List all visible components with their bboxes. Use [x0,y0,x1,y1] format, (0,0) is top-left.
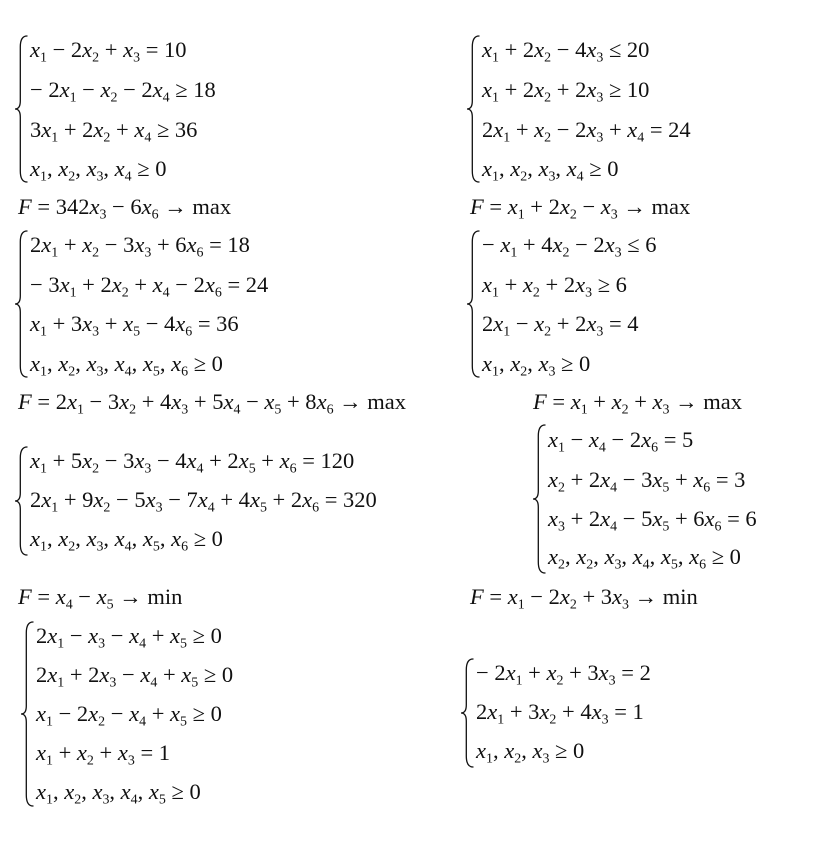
system-brace [14,35,28,183]
equation-line: $x_3 + 2x_4 - 5x_5 + 6x_6 = 6$ [548,506,757,535]
system-brace [14,230,28,378]
equation-line: $x_2$, $x_2$, $x_3$, $x_4$, $x_5$, $x_6 \ge 0$ [548,544,741,573]
system-brace [20,621,34,807]
system-brace [466,35,480,183]
system-brace [460,658,474,768]
system-brace [14,446,28,556]
equation-line: $2x_1 + 3x_2 + 4x_3 = 1$ [476,699,644,728]
objective-function: $F = x_4 - x_5 \to \min$ [18,584,183,613]
equation-line: $x_1$, $x_2$, $x_3$, $x_4$, $x_5 \ge 0$ [36,779,201,808]
equation-line: $x_2 + 2x_4 - 3x_5 + x_6 = 3$ [548,467,746,496]
equation-line: $2x_1 + x_2 - 3x_3 + 6x_6 = 18$ [30,232,250,261]
brace-path [461,659,473,767]
equation-line: $x_1$, $x_2$, $x_3$, $x_4 \ge 0$ [30,156,167,185]
equation-line: − $2x_1 + x_2 + 3x_3 = 2$ [476,660,651,689]
equation-line: $x_1$, $x_2$, $x_3 \ge 0$ [482,351,591,380]
brace-path [467,231,479,377]
equation-line: $x_1 - x_4 - 2x_6 = 5$ [548,427,694,456]
objective-function: $F = x_1 - 2x_2 + 3x_3 \to \min$ [470,584,698,613]
equation-line: $x_1$, $x_2$, $x_3$, $x_4 \ge 0$ [482,156,619,185]
system-brace [532,424,546,574]
brace-path [533,425,545,573]
equation-line: $x_1$, $x_2$, $x_3$, $x_4$, $x_5$, $x_6 \ge 0$ [30,351,223,380]
objective-function: $F = x_1 + 2x_2 - x_3 \to \max$ [470,194,691,223]
objective-function: $F = 2x_1 - 3x_2 + 4x_3 + 5x_4 - x_5 + 8x_6 \to \max$ [18,389,407,418]
equation-line: $x_1 - 2x_2 + x_3 = 10$ [30,37,187,66]
equation-line: $2x_1 + 9x_2 - 5x_3 - 7x_4 + 4x_5 + 2x_6 = 320$ [30,487,377,516]
brace-path [15,231,27,377]
equation-line: $x_1 + 5x_2 - 3x_3 - 4x_4 + 2x_5 + x_6 = 120$ [30,448,355,477]
equation-line: $3x_1 + 2x_2 + x_4 \ge 36$ [30,117,198,146]
equation-line: $x_1 + 3x_3 + x_5 - 4x_6 = 36$ [30,311,239,340]
equation-line: $x_1 + 2x_2 - 4x_3 \le 20$ [482,37,650,66]
equation-line: $x_1 + x_2 + 2x_3 \ge 6$ [482,272,627,301]
brace-path [15,36,27,182]
equation-line: $x_1$, $x_2$, $x_3 \ge 0$ [476,738,585,767]
brace-path [21,622,33,806]
equation-line: − $2x_1 - x_2 - 2x_4 \ge 18$ [30,77,216,106]
objective-function: $F = 342x_3 - 6x_6 \to \max$ [18,194,232,223]
equation-line: $2x_1 + 2x_3 - x_4 + x_5 \ge 0$ [36,662,234,691]
system-brace [466,230,480,378]
equation-line: $x_1 - 2x_2 - x_4 + x_5 \ge 0$ [36,701,222,730]
brace-path [467,36,479,182]
equation-line: $2x_1 - x_2 + 2x_3 = 4$ [482,311,639,340]
equation-line: − $3x_1 + 2x_2 + x_4 - 2x_6 = 24$ [30,272,269,301]
equation-line: $2x_1 - x_3 - x_4 + x_5 \ge 0$ [36,623,222,652]
brace-path [15,447,27,555]
equation-line: $x_1 + 2x_2 + 2x_3 \ge 10$ [482,77,650,106]
equation-line: $x_1$, $x_2$, $x_3$, $x_4$, $x_5$, $x_6 \ge 0$ [30,526,223,555]
objective-function: $F = x_1 + x_2 + x_3 \to \max$ [533,389,743,418]
equation-line: − $x_1 + 4x_2 - 2x_3 \le 6$ [482,232,657,261]
equation-line: $2x_1 + x_2 - 2x_3 + x_4 = 24$ [482,117,691,146]
equation-line: $x_1 + x_2 + x_3 = 1$ [36,740,171,769]
